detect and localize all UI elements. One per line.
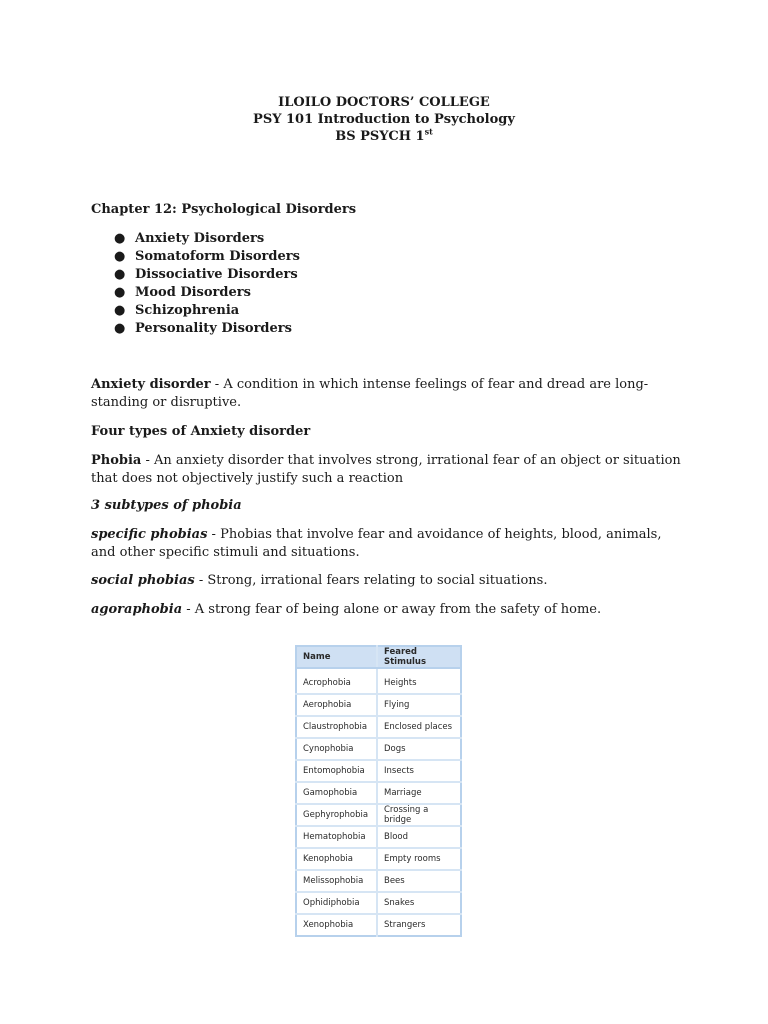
table-row bbox=[296, 668, 461, 694]
bullet-icon: ● bbox=[114, 303, 126, 318]
feared-stimulus: Empty rooms bbox=[377, 848, 461, 870]
document-header bbox=[0, 94, 768, 145]
feared-stimulus: Bees bbox=[377, 870, 461, 892]
feared-stimulus: Blood bbox=[377, 826, 461, 848]
phobia-name: Acrophobia bbox=[296, 668, 377, 694]
phobia-name: Kenophobia bbox=[296, 848, 377, 870]
table-row bbox=[296, 738, 461, 760]
phobia-name: Melissophobia bbox=[296, 870, 377, 892]
subtypes-heading: 3 subtypes of phobia bbox=[91, 498, 242, 513]
table-row bbox=[296, 760, 461, 782]
list-item: ● Anxiety Disorders bbox=[114, 231, 265, 246]
phobia-name: Cynophobia bbox=[296, 738, 377, 760]
phobia-table bbox=[295, 645, 462, 937]
table-row bbox=[296, 782, 461, 804]
feared-stimulus: Heights bbox=[377, 668, 461, 694]
table-row bbox=[296, 870, 461, 892]
phobia-name: Aerophobia bbox=[296, 694, 377, 716]
list-item: ● Somatoform Disorders bbox=[114, 249, 300, 264]
bullet-icon: ● bbox=[114, 231, 126, 246]
topic-list bbox=[91, 230, 300, 338]
agoraphobia-definition: agoraphobia - A strong fear of being alone or away from the safety of home. bbox=[91, 602, 602, 617]
feared-stimulus: Crossing a bridge bbox=[377, 804, 461, 826]
phobia-term: Phobia bbox=[91, 453, 142, 468]
feared-stimulus: Snakes bbox=[377, 892, 461, 914]
social-term: social phobias bbox=[91, 573, 195, 588]
table-row bbox=[296, 716, 461, 738]
column-header-name: Name bbox=[296, 646, 377, 668]
four-types-heading: Four types of Anxiety disorder bbox=[91, 424, 311, 439]
feared-stimulus: Strangers bbox=[384, 920, 426, 930]
table-row bbox=[296, 826, 461, 848]
ordinal-suffix: st bbox=[424, 126, 433, 137]
specific-phobia-definition: specific phobias - Phobias that involve fear and avoidance of heights, blood, animals, and other specific stimuli and situations. bbox=[91, 527, 662, 560]
list-item: ● Personality Disorders bbox=[114, 321, 292, 336]
bullet-icon: ● bbox=[114, 267, 126, 282]
table-header-row bbox=[296, 646, 461, 668]
phobia-definition: Phobia - An anxiety disorder that involves strong, irrational fear of an object or situation that does not objectively justify such a reaction bbox=[91, 453, 681, 486]
program-year: BS PSYCH 1st bbox=[335, 126, 433, 144]
anxiety-definition: Anxiety disorder - A condition in which intense feelings of fear and dread are long-standing or disruptive. bbox=[91, 377, 649, 410]
table-row bbox=[296, 804, 461, 826]
feared-stimulus: Flying bbox=[377, 694, 461, 716]
column-header-stimulus: Feared Stimulus bbox=[377, 646, 461, 668]
phobia-name: Gephyrophobia bbox=[296, 804, 377, 826]
table-row bbox=[296, 848, 461, 870]
specific-term: specific phobias bbox=[91, 527, 208, 542]
bullet-icon: ● bbox=[114, 321, 126, 336]
bullet-icon: ● bbox=[114, 285, 126, 300]
college-name: ILOILO DOCTORS’ COLLEGE bbox=[278, 95, 490, 110]
table-row bbox=[296, 914, 461, 936]
feared-stimulus: Enclosed places bbox=[377, 716, 461, 738]
list-item: ● Schizophrenia bbox=[114, 303, 240, 318]
phobia-name: Hematophobia bbox=[296, 826, 377, 848]
anxiety-term: Anxiety disorder bbox=[91, 377, 211, 392]
feared-stimulus: Dogs bbox=[377, 738, 461, 760]
bullet-icon: ● bbox=[114, 249, 126, 264]
feared-stimulus: Insects bbox=[377, 760, 461, 782]
table-row bbox=[296, 694, 461, 716]
phobia-name: Entomophobia bbox=[296, 760, 377, 782]
phobia-name: Ophidiphobia bbox=[296, 892, 377, 914]
course-title: PSY 101 Introduction to Psychology bbox=[253, 112, 515, 127]
list-item: ● Dissociative Disorders bbox=[114, 267, 298, 282]
chapter-title: Chapter 12: Psychological Disorders bbox=[91, 202, 357, 217]
phobia-name: Claustrophobia bbox=[296, 716, 377, 738]
social-phobia-definition: social phobias - Strong, irrational fears relating to social situations. bbox=[91, 573, 548, 588]
phobia-name: Gamophobia bbox=[296, 782, 377, 804]
agoraphobia-term: agoraphobia bbox=[91, 602, 183, 617]
list-item: ● Mood Disorders bbox=[114, 285, 251, 300]
phobia-table-image bbox=[295, 645, 462, 937]
table-row bbox=[296, 892, 461, 914]
phobia-name: Xenophobia bbox=[296, 914, 377, 936]
feared-stimulus: Marriage bbox=[377, 782, 461, 804]
